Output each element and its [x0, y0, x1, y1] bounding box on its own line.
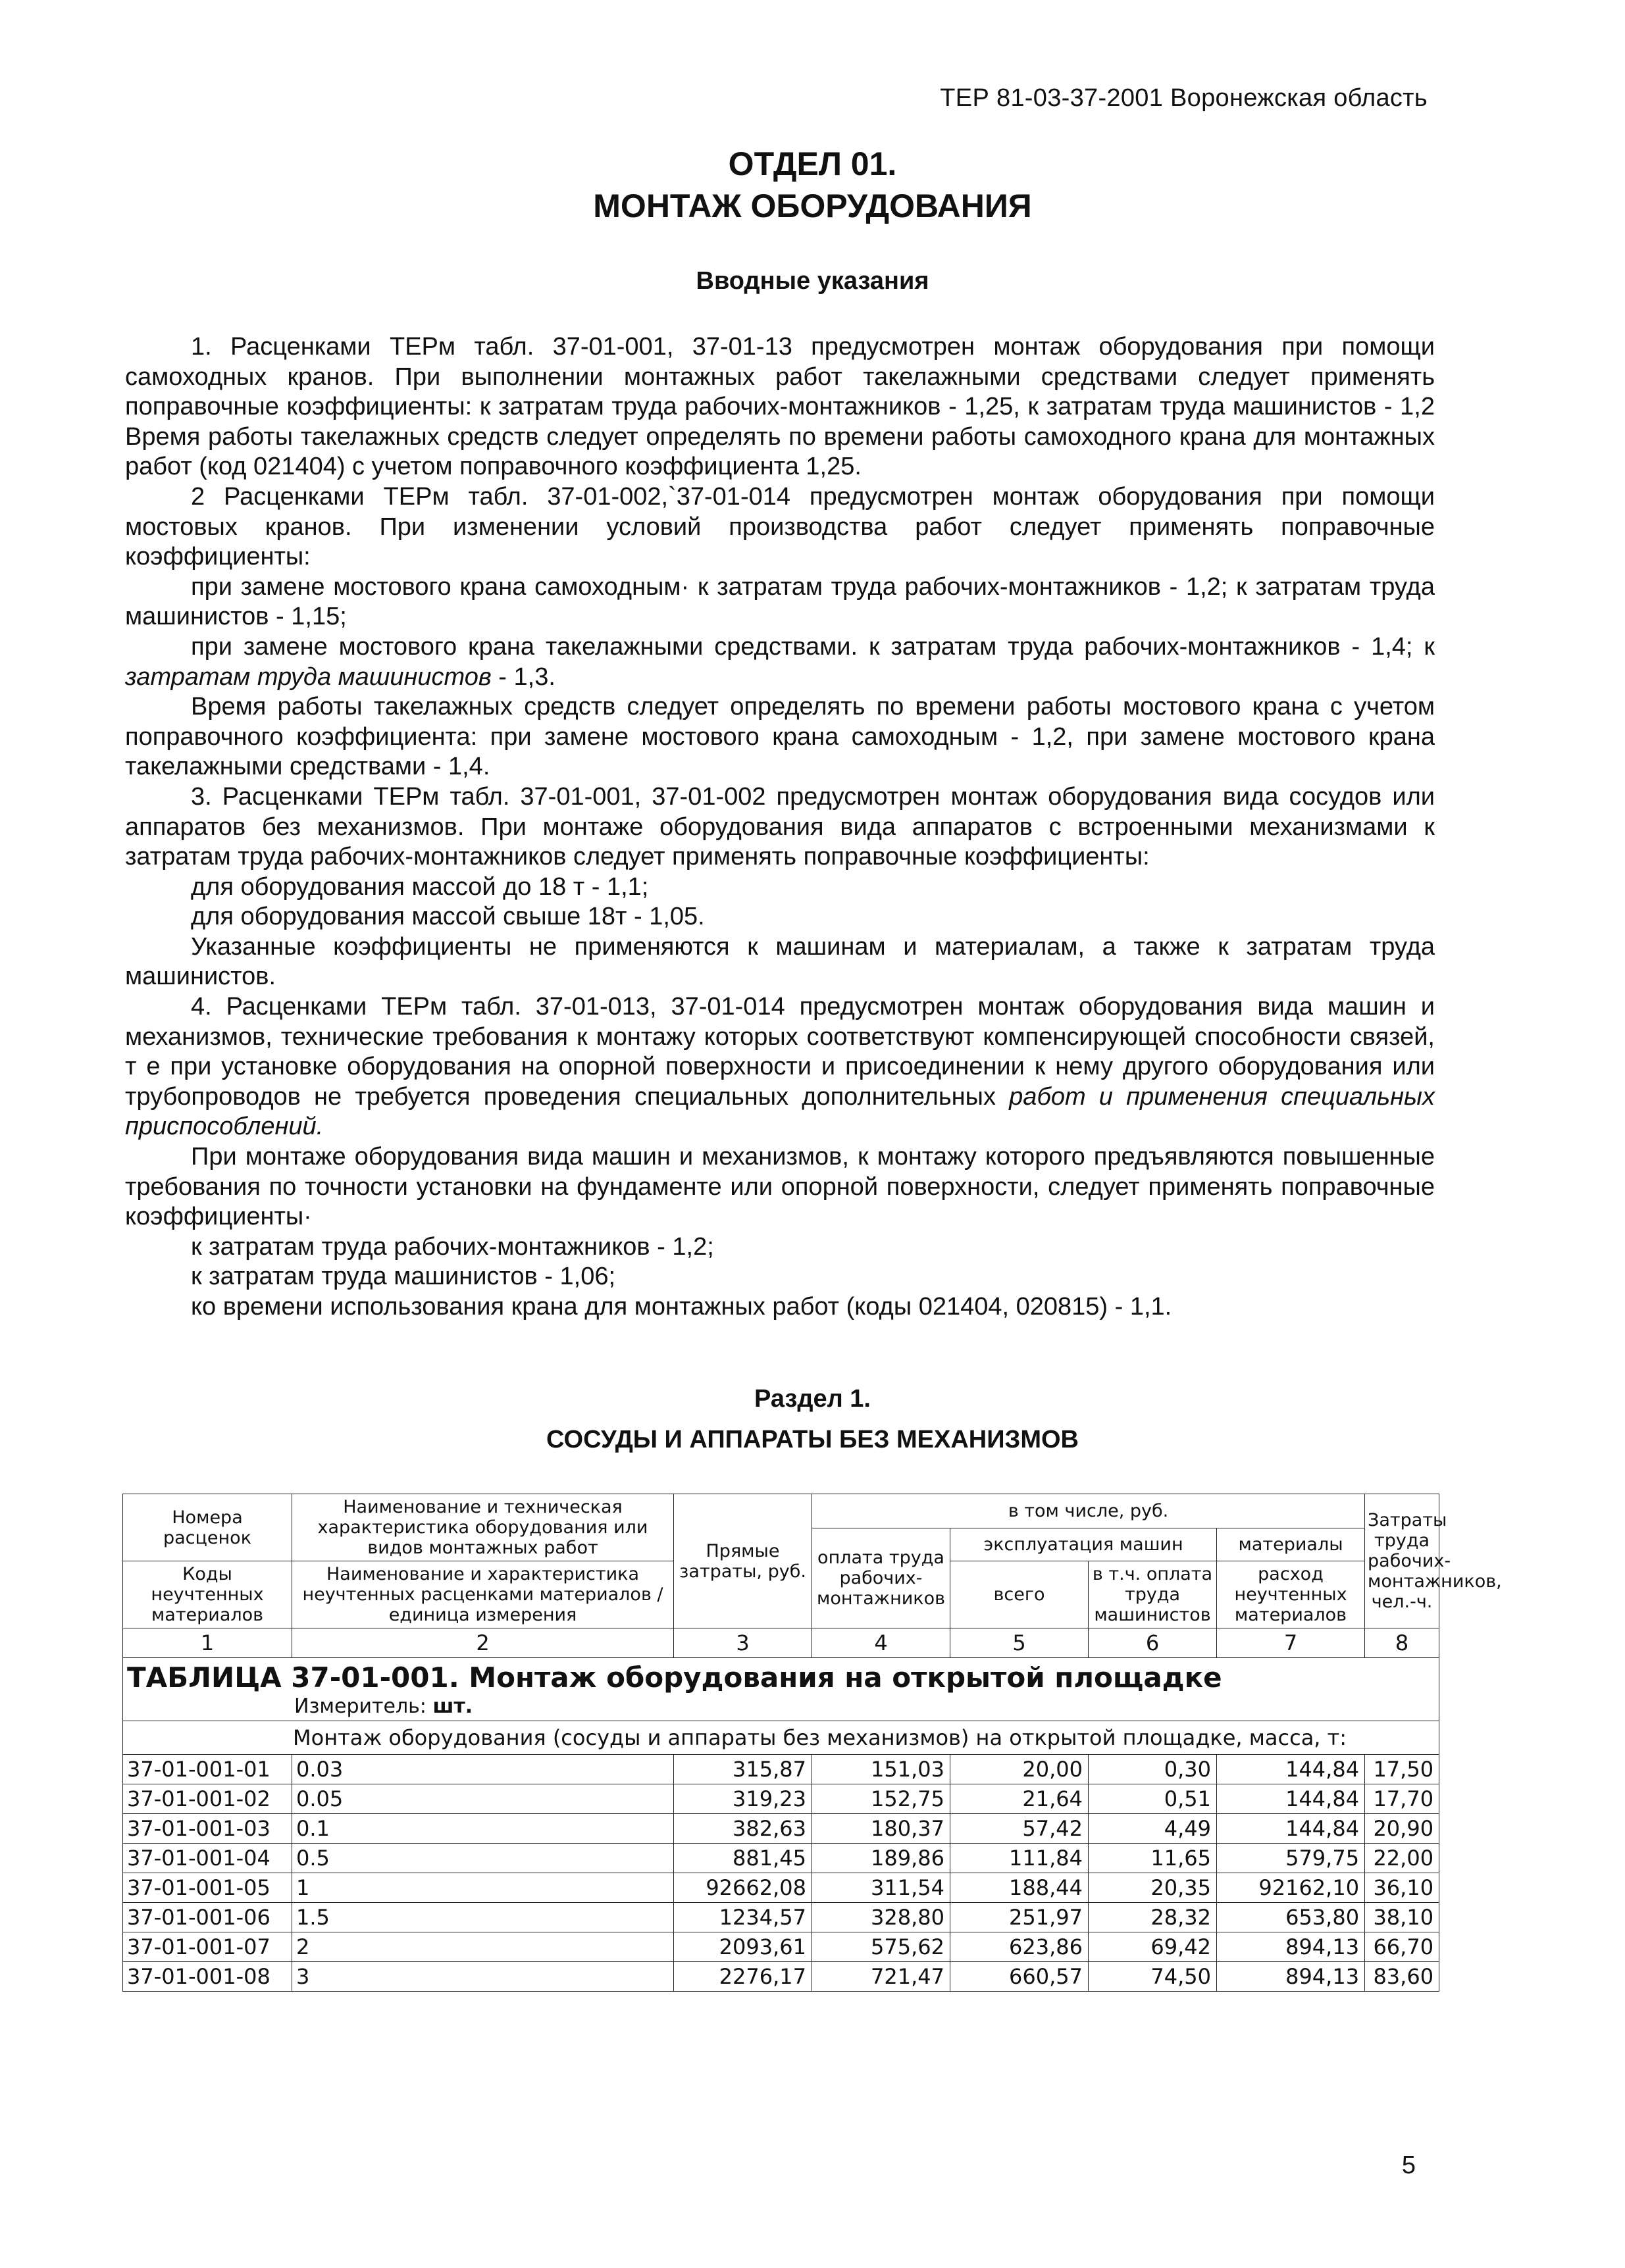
cell-rate-code: 37-01-001-07: [123, 1932, 292, 1962]
cell-materials: 894,13: [1217, 1962, 1365, 1992]
paragraph-4-part-c: - 1,3.: [491, 663, 555, 691]
cell-labor-pay: 311,54: [812, 1873, 950, 1903]
cell-rate-code: 37-01-001-06: [123, 1903, 292, 1932]
table-row: [123, 1873, 1439, 1903]
paragraph-12: к затратам труда рабочих-монтажников - 1,2;: [191, 1232, 714, 1261]
table-row: [123, 1784, 1439, 1814]
cell-machinist-pay: 0,30: [1089, 1755, 1217, 1784]
cell-labor-hours: 36,10: [1365, 1873, 1439, 1903]
table-row: [123, 1962, 1439, 1992]
paragraph-4-italic: затратам труда машинистов: [125, 663, 492, 691]
cell-direct-costs: 315,87: [674, 1755, 812, 1784]
paragraph-8: для оборудования массой свыше 18т - 1,05.: [191, 903, 705, 931]
cell-machinist-pay: 69,42: [1089, 1932, 1217, 1962]
cell-materials: 653,80: [1217, 1903, 1365, 1932]
paragraph-4: [125, 632, 1435, 692]
table-title: ТАБЛИЦА 37-01-001. Монтаж оборудования на открытой площадке: [123, 1658, 1439, 1692]
cell-machines-total: 21,64: [950, 1784, 1089, 1814]
cell-machines-total: 623,86: [950, 1932, 1089, 1962]
table-row: [123, 1903, 1439, 1932]
paragraph-9: Указанные коэффициенты не применяются к машинам и материалам, а также к затратам труда машинистов.: [125, 932, 1435, 991]
cell-direct-costs: 382,63: [674, 1814, 812, 1844]
paragraph-10: [125, 992, 1435, 1142]
cell-materials: 579,75: [1217, 1844, 1365, 1873]
cell-machines-total: 188,44: [950, 1873, 1089, 1903]
cell-labor-hours: 38,10: [1365, 1903, 1439, 1932]
cell-labor-pay: 180,37: [812, 1814, 950, 1844]
header-machines: эксплуатация машин: [950, 1528, 1217, 1561]
cell-rate-code: 37-01-001-05: [123, 1873, 292, 1903]
meter-unit: шт.: [432, 1694, 473, 1718]
cell-mass: 0.03: [292, 1755, 674, 1784]
header-machines-total: всего: [950, 1561, 1089, 1628]
section-title-name: МОНТАЖ ОБОРУДОВАНИЯ: [593, 188, 1032, 224]
cell-machines-total: 660,57: [950, 1962, 1089, 1992]
cell-machines-total: 57,42: [950, 1814, 1089, 1844]
paragraph-10-part-a: 4. Расценками ТЕРм табл. 37-01-013, 37-01-014 предусмотрен монтаж оборудования вида машин и механизмов, технические требования к монтажу которых соответствуют компенсирующей способности связей, т е при установке оборудования на опорной поверхности и присоединении к нему другого оборудования или трубопроводов не требуется проведения специальных дополнительных: [125, 993, 1435, 1111]
cell-mass: 0.5: [292, 1844, 674, 1873]
cell-labor-hours: 83,60: [1365, 1962, 1439, 1992]
table-row: [123, 1814, 1439, 1844]
cell-machines-total: 20,00: [950, 1755, 1089, 1784]
cell-machinist-pay: 4,49: [1089, 1814, 1217, 1844]
column-index: 6: [1089, 1628, 1217, 1658]
page-number: 5: [1401, 2152, 1416, 2179]
cell-labor-hours: 17,70: [1365, 1784, 1439, 1814]
meter-label: Измеритель:: [294, 1694, 433, 1718]
cell-direct-costs: 319,23: [674, 1784, 812, 1814]
cell-labor-hours: 22,00: [1365, 1844, 1439, 1873]
cell-rate-code: 37-01-001-04: [123, 1844, 292, 1873]
cell-mass: 0.05: [292, 1784, 674, 1814]
cell-machinist-pay: 74,50: [1089, 1962, 1217, 1992]
razdel-number: Раздел 1.: [754, 1385, 871, 1413]
paragraph-11: При монтаже оборудования вида машин и механизмов, к монтажу которого предъявляются повышенные требования по точности установки на фундаменте или опорной поверхности, следует применять поправочные коэффициенты·: [125, 1143, 1435, 1231]
column-index: 8: [1365, 1628, 1439, 1658]
cell-labor-hours: 17,50: [1365, 1755, 1439, 1784]
cell-direct-costs: 2276,17: [674, 1962, 812, 1992]
column-index: 3: [674, 1628, 812, 1658]
cell-labor-pay: 189,86: [812, 1844, 950, 1873]
cell-direct-costs: 92662,08: [674, 1873, 812, 1903]
header-direct-costs: Прямые затраты, руб.: [674, 1494, 812, 1628]
table-description: Монтаж оборудования (сосуды и аппараты без механизмов) на открытой площадке, масса, т:: [123, 1721, 1439, 1755]
header-including: в том числе, руб.: [812, 1494, 1365, 1528]
cell-machinist-pay: 20,35: [1089, 1873, 1217, 1903]
paragraph-4-part-a: при замене мостового крана такелажными средствами. к затратам труда рабочих-монтажников - 1,4; к: [191, 632, 1435, 661]
table-row: [123, 1932, 1439, 1962]
cell-machinist-pay: 28,32: [1089, 1903, 1217, 1932]
table-row: [123, 1844, 1439, 1873]
cell-direct-costs: 2093,61: [674, 1932, 812, 1962]
paragraph-1: 1. Расценками ТЕРм табл. 37-01-001, 37-01-13 предусмотрен монтаж оборудования при помощи самоходных кранов. При выполнении монтажных работ такелажными средствами следует применять поправочные коэффициенты: к затратам труда рабочих-монтажников - 1,25, к затратам труда машинистов - 1,2 Время работы такелажных средств следует определять по времени работы самоходного крана для монтажных работ (код 021404) с учетом поправочного коэффициента 1,25.: [125, 333, 1435, 481]
cell-labor-pay: 575,62: [812, 1932, 950, 1962]
cell-labor-pay: 152,75: [812, 1784, 950, 1814]
cell-materials: 144,84: [1217, 1755, 1365, 1784]
cell-mass: 1: [292, 1873, 674, 1903]
cell-materials: 894,13: [1217, 1932, 1365, 1962]
cell-machines-total: 251,97: [950, 1903, 1089, 1932]
intro-heading: Вводные указания: [696, 267, 929, 295]
table-rows: [123, 1755, 1439, 1992]
cell-direct-costs: 1234,57: [674, 1903, 812, 1932]
cell-labor-hours: 20,90: [1365, 1814, 1439, 1844]
rates-table: [122, 1494, 1502, 1992]
paragraph-2: 2 Расценками ТЕРм табл. 37-01-002,`37-01-014 предусмотрен монтаж оборудования при помощи мостовых кранов. При изменении условий производства работ следует применять поправочные коэффициенты:: [125, 482, 1435, 571]
paragraph-10-italic: работ и применения специальных приспособлений.: [125, 1082, 1435, 1141]
header-materials: материалы: [1217, 1528, 1365, 1561]
cell-materials: 144,84: [1217, 1784, 1365, 1814]
header-labor-hours: Затраты труда рабочих-монтажников, чел.-ч.: [1365, 1494, 1439, 1628]
table-row: [123, 1755, 1439, 1784]
paragraph-13: к затратам труда машинистов - 1,06;: [191, 1263, 616, 1291]
header-rate-numbers: Номера расценок: [123, 1494, 292, 1561]
paragraph-7: для оборудования массой до 18 т - 1,1;: [191, 872, 649, 901]
cell-direct-costs: 881,45: [674, 1844, 812, 1873]
cell-rate-code: 37-01-001-01: [123, 1755, 292, 1784]
cell-rate-code: 37-01-001-02: [123, 1784, 292, 1814]
column-index: 4: [812, 1628, 950, 1658]
header-labor-pay: оплата труда рабочих-монтажников: [812, 1528, 950, 1628]
header-machinist-pay: в т.ч. оплата труда машинистов: [1089, 1561, 1217, 1628]
header-work-name: Наименование и техническая характеристика оборудования или видов монтажных работ: [292, 1494, 674, 1561]
cell-materials: 144,84: [1217, 1814, 1365, 1844]
paragraph-3: при замене мостового крана самоходным· к затратам труда рабочих-монтажников - 1,2; к затратам труда машинистов - 1,15;: [125, 572, 1435, 631]
cell-labor-pay: 151,03: [812, 1755, 950, 1784]
cell-mass: 2: [292, 1932, 674, 1962]
cell-labor-hours: 66,70: [1365, 1932, 1439, 1962]
column-index: 1: [123, 1628, 292, 1658]
table-meter: [123, 1692, 1439, 1721]
cell-mass: 3: [292, 1962, 674, 1992]
paragraph-6: 3. Расценками ТЕРм табл. 37-01-001, 37-01-002 предусмотрен монтаж оборудования вида сосудов или аппаратов без механизмов. При монтаже оборудования вида аппаратов с встроенными механизмами к затратам труда рабочих-монтажников следует применять поправочные коэффициенты:: [125, 782, 1435, 871]
paragraph-5: Время работы такелажных средств следует определять по времени работы мостового крана с учетом поправочного коэффициента: при замене мостового крана самоходным - 1,2, при замене мостового крана такелажными средствами - 1,4.: [125, 693, 1435, 781]
header-material-names: Наименование и характеристика неучтенных расценками материалов / единица измерения: [292, 1561, 674, 1628]
cell-mass: 0.1: [292, 1814, 674, 1844]
column-index: 5: [950, 1628, 1089, 1658]
cell-labor-pay: 721,47: [812, 1962, 950, 1992]
header-material-codes: Коды неучтенных материалов: [123, 1561, 292, 1628]
razdel-title: СОСУДЫ И АППАРАТЫ БЕЗ МЕХАНИЗМОВ: [546, 1426, 1079, 1453]
cell-materials: 92162,10: [1217, 1873, 1365, 1903]
section-title-number: ОТДЕЛ 01.: [728, 145, 897, 182]
intro-text: [125, 332, 1435, 1323]
cell-rate-code: 37-01-001-08: [123, 1962, 292, 1992]
cell-mass: 1.5: [292, 1903, 674, 1932]
paragraph-14: ко времени использования крана для монтажных работ (коды 021404, 020815) - 1,1.: [191, 1293, 1172, 1321]
header-material-consumption: расход неучтенных материалов: [1217, 1561, 1365, 1628]
cell-machines-total: 111,84: [950, 1844, 1089, 1873]
column-index: 2: [292, 1628, 674, 1658]
cell-rate-code: 37-01-001-03: [123, 1814, 292, 1844]
cell-machinist-pay: 11,65: [1089, 1844, 1217, 1873]
document-reference: ТЕР 81-03-37-2001 Воронежская область: [940, 84, 1428, 112]
column-index: 7: [1217, 1628, 1365, 1658]
cell-labor-pay: 328,80: [812, 1903, 950, 1932]
column-index-row: [123, 1628, 1439, 1658]
cell-machinist-pay: 0,51: [1089, 1784, 1217, 1814]
